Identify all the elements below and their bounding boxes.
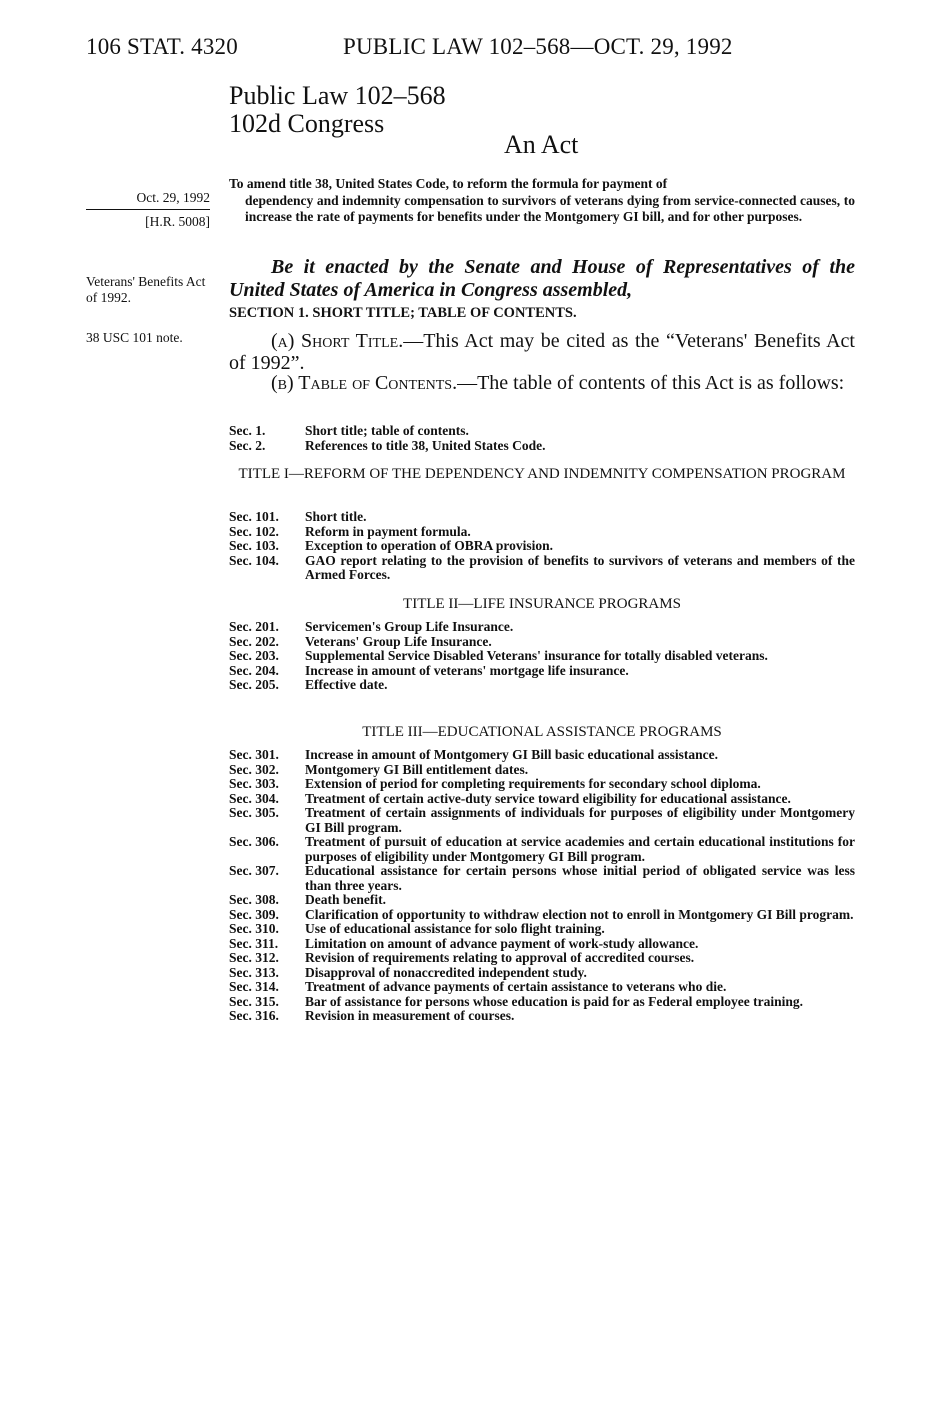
title-1-sections	[229, 510, 855, 583]
toc-title: Bar of assistance for persons whose education is paid for as Federal employee training.	[305, 993, 803, 1009]
toc-row	[229, 424, 855, 439]
toc-row	[229, 664, 855, 679]
toc-num: Sec. 101.	[229, 509, 279, 524]
toc-num: Sec. 314.	[229, 979, 279, 994]
toc-title: Use of educational assistance for solo flight training.	[305, 921, 605, 936]
subsection-a-text: This Act may be cited as the “Veterans' Benefits Act of 1992”.	[229, 330, 855, 374]
toc-num: Sec. 310.	[229, 921, 279, 936]
subsection-b	[229, 372, 855, 394]
toc-num: Sec. 102.	[229, 523, 279, 539]
title-3-sections	[229, 748, 855, 1024]
toc-row	[229, 1009, 855, 1024]
toc-num: Sec. 201.	[229, 619, 279, 634]
toc-num: Sec. 204.	[229, 662, 279, 678]
title-3-heading: TITLE III—EDUCATIONAL ASSISTANCE PROGRAMS	[362, 724, 722, 740]
toc-row	[229, 806, 855, 835]
toc-num: Sec. 203.	[229, 648, 279, 663]
toc-row	[229, 748, 855, 763]
toc-title: Montgomery GI Bill entitlement dates.	[305, 761, 529, 777]
an-act-heading: An Act	[504, 130, 579, 159]
toc-row	[229, 966, 855, 981]
toc-row	[229, 922, 855, 937]
toc-title: Treatment of certain assignments of individuals for purposes of eligibility under Montgomery GI Bill program.	[305, 805, 855, 835]
toc-num: Sec. 304.	[229, 790, 279, 806]
toc-num: Sec. 301.	[229, 747, 279, 762]
toc-num: Sec. 309.	[229, 906, 279, 922]
toc-num: Sec. 2.	[229, 437, 266, 453]
page-number: 106 STAT. 4320	[86, 34, 238, 59]
toc-title: Revision of requirements relating to approval of accredited courses.	[305, 950, 695, 965]
title-1-heading: TITLE I—REFORM OF THE DEPENDENCY AND INDEMNITY COMPENSATION PROGRAM	[238, 466, 846, 482]
toc-title: Treatment of pursuit of education at service academies and certain educational institutions for purposes of eligibility under Montgomery GI Bill program.	[305, 834, 855, 864]
toc-title: Clarification of opportunity to withdraw election not to enroll in Montgomery GI Bill program.	[305, 906, 854, 922]
toc-title: Disapproval of nonaccredited independent study.	[305, 964, 587, 980]
date-bill-note	[86, 190, 210, 230]
section-1-heading: SECTION 1. SHORT TITLE; TABLE OF CONTENTS.	[229, 305, 577, 321]
enacting-clause: Be it enacted by the Senate and House of Representatives of the United States of America in Congress assembled,	[229, 256, 855, 301]
toc-row	[229, 792, 855, 807]
toc-row	[229, 554, 855, 583]
toc-row	[229, 864, 855, 893]
enactment-date: Oct. 29, 1992	[86, 190, 210, 210]
toc-row	[229, 620, 855, 635]
toc-title: References to title 38, United States Code.	[305, 437, 546, 453]
toc-title: Educational assistance for certain persons whose initial period of obligated service was less than three years.	[305, 863, 855, 893]
toc-row	[229, 510, 855, 525]
subsection-b-label: (b) Table of Contents.—	[271, 372, 478, 394]
subsection-b-text: The table of contents of this Act is as follows:	[477, 372, 845, 394]
toc-title: Supplemental Service Disabled Veterans' insurance for totally disabled veterans.	[305, 648, 768, 663]
toc-row	[229, 678, 855, 693]
toc-num: Sec. 202.	[229, 633, 279, 649]
toc-num: Sec. 313.	[229, 964, 279, 980]
toc-title: Increase in amount of veterans' mortgage life insurance.	[305, 662, 629, 678]
toc-row	[229, 525, 855, 540]
toc-title: Reform in payment formula.	[305, 523, 471, 539]
toc-title: Extension of period for completing requirements for secondary school diploma.	[305, 776, 761, 791]
toc-num: Sec. 306.	[229, 834, 279, 849]
law-number: Public Law 102–568	[229, 81, 446, 110]
toc-title: Short title.	[305, 509, 367, 524]
toc-num: Sec. 315.	[229, 993, 279, 1009]
toc-row	[229, 893, 855, 908]
toc-num: Sec. 312.	[229, 950, 279, 965]
toc-row	[229, 995, 855, 1010]
toc-row	[229, 937, 855, 952]
toc-num: Sec. 103.	[229, 538, 279, 553]
law-title-block	[229, 82, 446, 138]
toc-title: Treatment of advance payments of certain assistance to veterans who die.	[305, 979, 727, 994]
toc-row	[229, 980, 855, 995]
purpose-clause	[229, 176, 855, 226]
toc-row	[229, 908, 855, 923]
title-2-sections	[229, 620, 855, 693]
congress: 102d Congress	[229, 109, 385, 138]
toc-title: Increase in amount of Montgomery GI Bill basic educational assistance.	[305, 747, 718, 762]
toc-row	[229, 835, 855, 864]
toc-row	[229, 763, 855, 778]
purpose-first-line: To amend title 38, United States Code, to reform the formula for payment of	[229, 176, 668, 191]
toc-row	[229, 635, 855, 650]
toc-num: Sec. 308.	[229, 892, 279, 907]
toc-num: Sec. 316.	[229, 1008, 279, 1023]
purpose-rest: dependency and indemnity compensation to survivors of veterans dying from service-connected causes, to increase the rate of payments for benefits under the Montgomery GI bill, and for other purposes.	[245, 192, 855, 224]
subsection-a	[229, 330, 855, 374]
toc-title: GAO report relating to the provision of benefits to survivors of veterans and members of the Armed Forces.	[305, 552, 855, 582]
toc-title: Revision in measurement of courses.	[305, 1008, 515, 1023]
toc-num: Sec. 311.	[229, 935, 279, 951]
title-2-heading: TITLE II—LIFE INSURANCE PROGRAMS	[403, 596, 681, 612]
toc-title: Servicemen's Group Life Insurance.	[305, 619, 514, 634]
toc-title: Exception to operation of OBRA provision.	[305, 538, 554, 553]
subsection-a-label: (a) Short Title.—	[271, 330, 424, 352]
toc-title: Veterans' Group Life Insurance.	[305, 633, 492, 649]
toc-row	[229, 951, 855, 966]
bill-number: [H.R. 5008]	[145, 214, 210, 229]
toc-title: Limitation on amount of advance payment of work-study allowance.	[305, 935, 699, 951]
toc-num: Sec. 205.	[229, 677, 279, 692]
short-title-note: Veterans' Benefits Act of 1992.	[86, 274, 206, 305]
toc-title: Short title; table of contents.	[305, 423, 469, 438]
toc-num: Sec. 303.	[229, 776, 279, 791]
toc-intro	[229, 424, 855, 453]
toc-row	[229, 649, 855, 664]
toc-num: Sec. 305.	[229, 805, 279, 820]
toc-num: Sec. 307.	[229, 863, 279, 878]
toc-row	[229, 777, 855, 792]
toc-title: Treatment of certain active-duty service toward eligibility for educational assistance.	[305, 790, 791, 806]
toc-row	[229, 439, 855, 454]
toc-num: Sec. 302.	[229, 761, 279, 777]
running-title: PUBLIC LAW 102–568—OCT. 29, 1992	[343, 34, 733, 59]
toc-num: Sec. 1.	[229, 423, 266, 438]
toc-num: Sec. 104.	[229, 552, 279, 568]
usc-note: 38 USC 101 note.	[86, 330, 183, 345]
toc-title: Effective date.	[305, 677, 388, 692]
toc-title: Death benefit.	[305, 892, 386, 907]
toc-row	[229, 539, 855, 554]
